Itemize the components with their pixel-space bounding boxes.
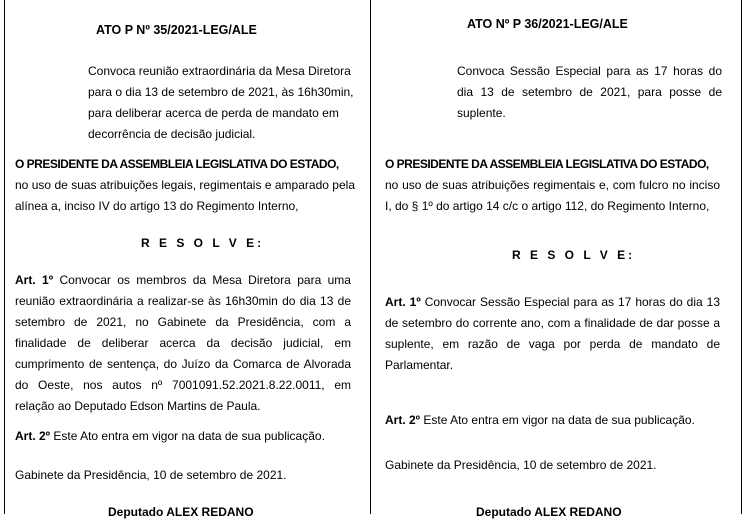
- closing-line: Gabinete da Presidência, 10 de setembro de 2021.: [15, 468, 287, 482]
- preamble-heading: O PRESIDENTE DA ASSEMBLEIA LEGISLATIVA DO ESTADO,: [385, 157, 709, 171]
- preamble-text: no uso de suas atribuições legais, regimentais e amparado pela alínea a, inciso IV do artigo 13 do Regimento Interno,: [15, 178, 355, 213]
- article-1-text: Convocar os membros da Mesa Diretora para uma reunião extraordinária a realizar-se às 16h30min do dia 13 de setembro de 2021, no Gabinete da Presidência, com a finalidade de deliberar acerca da decisão judicial, em cumprimento de sentença, do Juízo da Comarca de Alvorada do Oeste, nos autos nº 7001091.52.2021.8.22.0011, em relação ao Deputado Edson Martins de Paula.: [15, 273, 351, 413]
- right-border: [741, 0, 742, 514]
- resolve-heading: R E S O L V E:: [141, 236, 265, 250]
- article-2-label: Art. 2º: [385, 413, 421, 427]
- act-summary: Convoca Sessão Especial para as 17 horas do dia 13 de setembro de 2021, para posse de suplente.: [457, 64, 722, 120]
- article-2-label: Art. 2º: [15, 429, 51, 443]
- signature: Deputado ALEX REDANO: [476, 505, 622, 519]
- article-2-text: Este Ato entra em vigor na data de sua publicação.: [423, 413, 695, 427]
- closing-line: Gabinete da Presidência, 10 de setembro de 2021.: [385, 458, 657, 472]
- act-summary: Convoca reunião extraordinária da Mesa Diretora para o dia 13 de setembro de 2021, às 16h30min, para deliberar acerca de perda de mandato em decorrência de decisão judicial.: [88, 64, 354, 141]
- article-2: [15, 426, 355, 447]
- article-1: [15, 270, 351, 417]
- preamble-text: no uso de suas atribuições regimentais e, com fulcro no inciso I, do § 1º do artigo 14 c/c o artigo 112, do Regimento Interno,: [385, 178, 720, 213]
- column-divider: [370, 0, 371, 514]
- article-1-label: Art. 1º: [385, 295, 421, 309]
- resolve-heading: R E S O L V E:: [512, 248, 636, 262]
- left-border: [4, 0, 5, 514]
- act-title: ATO P Nº 35/2021-LEG/ALE: [96, 23, 257, 37]
- signature: Deputado ALEX REDANO: [108, 505, 254, 519]
- article-1: [385, 292, 720, 376]
- article-1-label: Art. 1º: [15, 273, 54, 287]
- article-1-text: Convocar Sessão Especial para as 17 horas do dia 13 de setembro do corrente ano, com a finalidade de dar posse a suplente, em razão de vaga por perda de mandato de Parlamentar.: [385, 295, 720, 372]
- article-2-text: Este Ato entra em vigor na data de sua publicação.: [53, 429, 325, 443]
- act-preamble: [385, 154, 720, 217]
- article-2: [385, 410, 725, 431]
- preamble-heading: O PRESIDENTE DA ASSEMBLEIA LEGISLATIVA DO ESTADO,: [15, 157, 339, 171]
- act-preamble: [15, 154, 355, 217]
- act-title: ATO Nº P 36/2021-LEG/ALE: [467, 17, 628, 31]
